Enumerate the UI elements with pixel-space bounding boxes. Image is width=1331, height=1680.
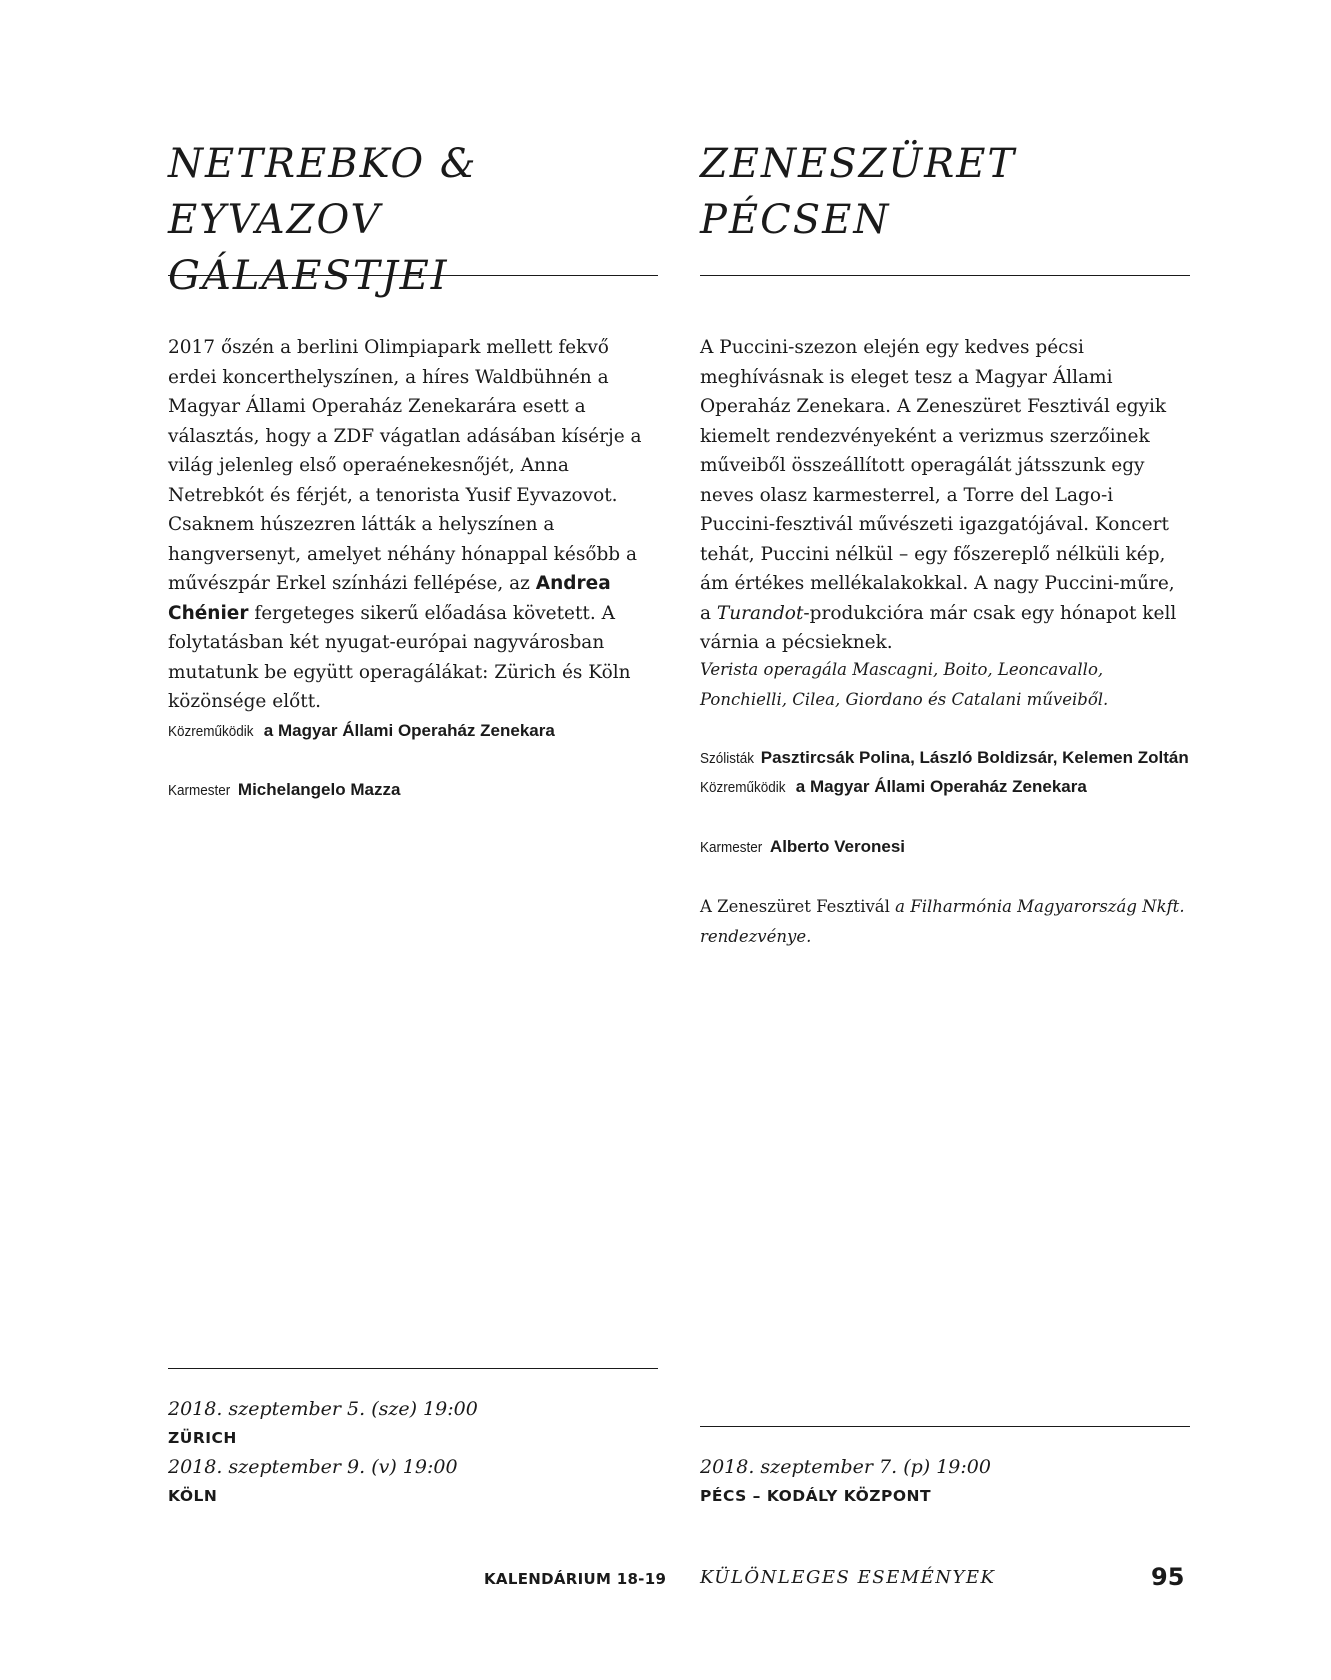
right-article-title: ZENESZÜRET PÉCSEN — [700, 141, 1017, 243]
right-body-text-2: -produkcióra már csak egy hónapot kell várnia a pécsieknek. — [700, 602, 1177, 653]
left-venue-1: ZÜRICH — [168, 1429, 237, 1447]
page-number: 95 — [1151, 1563, 1185, 1591]
right-program-note: Verista operagála Mascagni, Boito, Leoncavallo, Ponchielli, Cilea, Giordano és Catalani műveiből. — [700, 660, 1109, 709]
right-credit-performer — [700, 772, 1087, 802]
left-venue-2: KÖLN — [168, 1487, 218, 1505]
left-title-line-2: GÁLAESTJEI — [168, 253, 449, 299]
credit-label: Közreműködik — [700, 779, 786, 796]
footnote-upright: A Zeneszüret Fesztivál — [700, 897, 890, 916]
credit-label: Karmester — [168, 782, 231, 799]
right-article-body — [700, 333, 1190, 658]
footer-publication: KALENDÁRIUM 18-19 — [484, 1570, 667, 1588]
footer-section: KÜLÖNLEGES ESEMÉNYEK — [700, 1567, 996, 1588]
right-body-text-1: A Puccini-szezon elején egy kedves pécsi meghívásnak is eleget tesz a Magyar Állami Operaház Zenekara. A Zeneszüret Fesztivál egyik kiemelt rendezvényeként a verizmus szerzőinek műveiből összeállított operagálát játsszunk egy neves olasz karmesterrel, a Torre del Lago-i Puccini-fesztivál művészeti igazgatójával. Koncert tehát, Puccini nélkül – egy főszereplő nélküli kép, ám értékes mellékalakokkal. A nagy Puccini-műre, a — [700, 337, 1175, 624]
credit-value: Michelangelo Mazza — [237, 780, 401, 799]
right-dates-divider — [700, 1426, 1190, 1427]
credit-value: Pasztircsák Polina, László Boldizsár, Kelemen Zoltán — [760, 748, 1189, 767]
credit-label: Közreműködik — [168, 723, 254, 740]
left-body-text-1: 2017 őszén a berlini Olimpiapark mellett fekvő erdei koncerthelyszínen, a híres Waldbühnén a Magyar Állami Operaház Zenekarára esett a választás, hogy a ZDF vágatlan adásában kísérje a világ jelenleg első operaénekesnőjét, Anna Netrebkót és férjét, a tenorista Yusif Eyvazovot. Csaknem húszezren látták a helyszínen a hangversenyt, amelyet néhány hónappal később a művészpár Erkel színházi fellépése, az — [168, 337, 642, 594]
left-date-1: 2018. szeptember 5. (sze) 19:00 — [168, 1398, 478, 1420]
left-body-text-2: fergeteges sikerű előadása követett. A folytatásban két nyugat-európai nagyvárosban mutatunk be együtt operagálákat: Zürich és Köln közönsége előtt. — [168, 602, 631, 712]
left-date-2: 2018. szeptember 9. (v) 19:00 — [168, 1456, 458, 1478]
footnote-italic: a Filharmónia Magyarország Nkft. rendezvénye. — [700, 897, 1185, 946]
right-venue-1: PÉCS – KODÁLY KÖZPONT — [700, 1487, 932, 1505]
right-body-italic-title: Turandot — [716, 602, 804, 624]
credit-label: Szólisták — [700, 750, 755, 767]
left-credit-conductor — [168, 775, 400, 805]
left-article-title — [168, 136, 658, 304]
left-article-body — [168, 333, 658, 717]
right-date-1: 2018. szeptember 7. (p) 19:00 — [700, 1456, 991, 1478]
credit-value: a Magyar Állami Operaház Zenekara — [263, 721, 555, 740]
left-title-divider — [168, 275, 658, 276]
left-dates-divider — [168, 1368, 658, 1369]
right-footnote — [700, 892, 1190, 951]
right-title-divider — [700, 275, 1190, 276]
right-credit-soloists — [700, 743, 1189, 773]
left-body-bold-title: Andrea Chénier — [168, 573, 611, 624]
credit-label: Karmester — [700, 839, 763, 856]
left-credit-performer — [168, 716, 555, 746]
left-title-line-1: NETREBKO & EYVAZOV — [168, 141, 478, 243]
credit-value: a Magyar Állami Operaház Zenekara — [795, 777, 1087, 796]
credit-value: Alberto Veronesi — [769, 837, 906, 856]
right-credit-conductor — [700, 832, 905, 862]
